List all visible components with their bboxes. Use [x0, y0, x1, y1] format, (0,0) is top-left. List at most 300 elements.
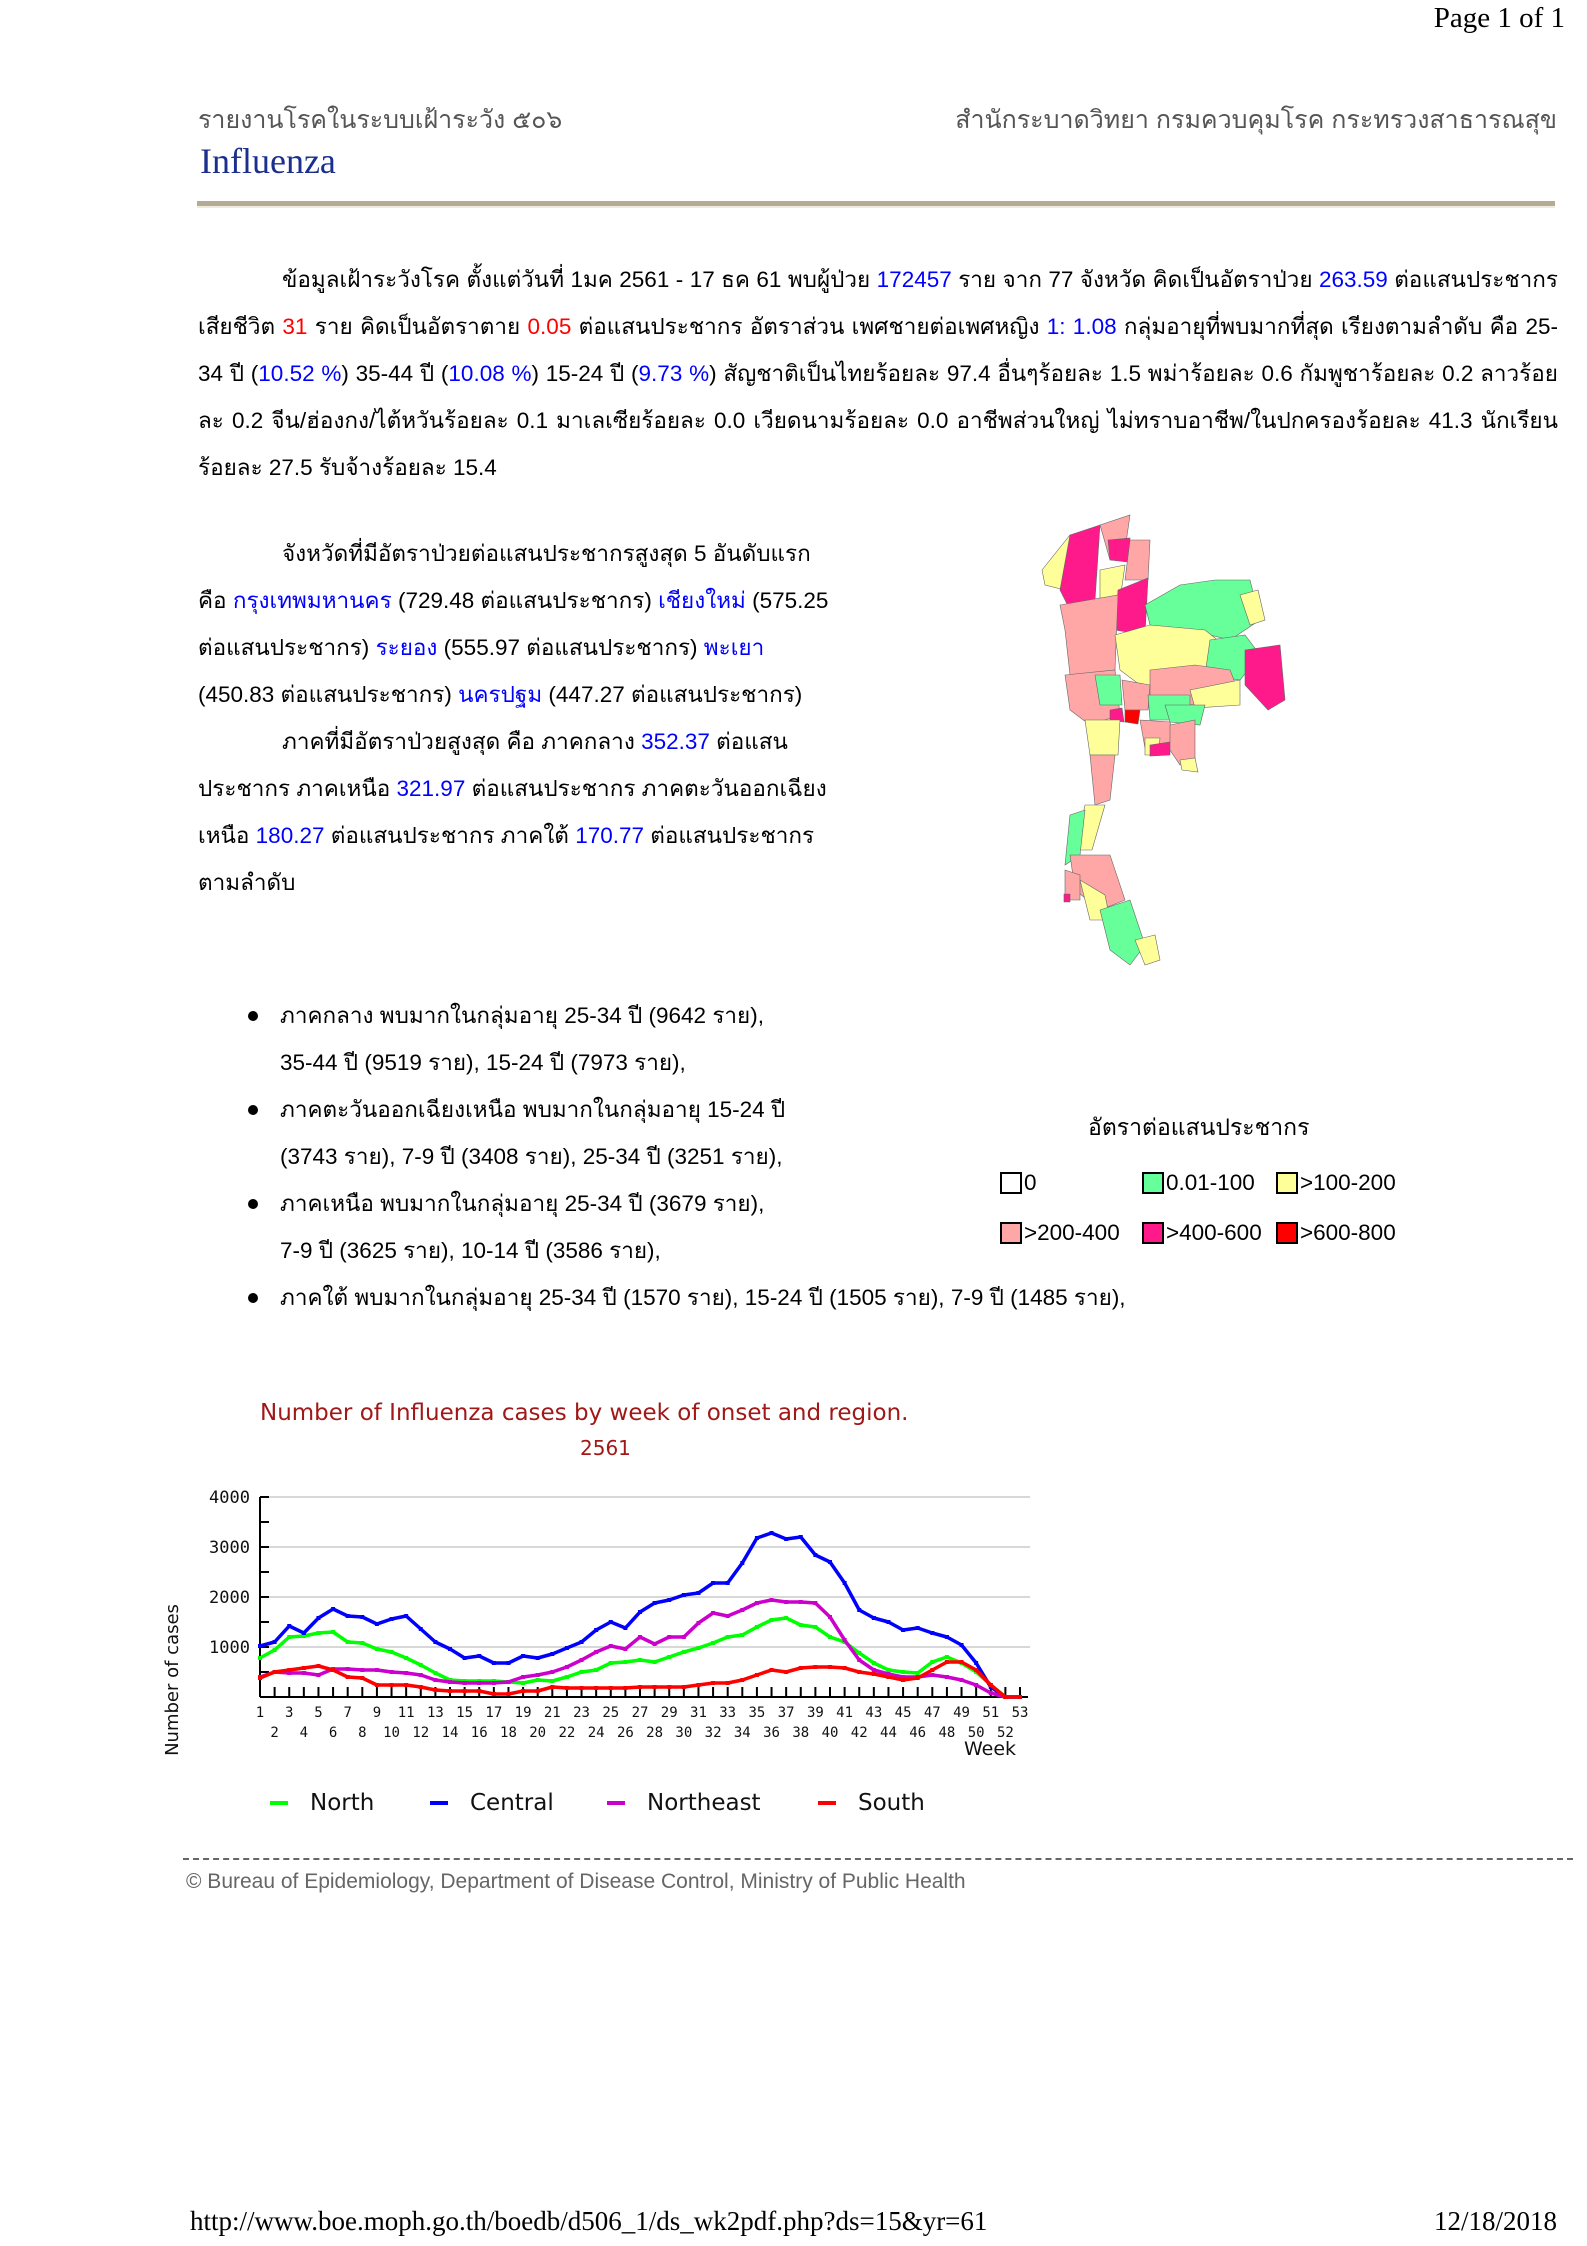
data-point-south [974, 1668, 978, 1672]
data-point-northeast [477, 1681, 481, 1685]
data-point-south [594, 1686, 598, 1690]
data-point-central [901, 1628, 905, 1632]
total-cases: 172457 [876, 267, 952, 292]
central-rate: 352.37 [641, 729, 710, 754]
north-rate: 321.97 [396, 776, 466, 801]
data-point-north [287, 1635, 291, 1639]
data-point-north [813, 1625, 817, 1629]
legend-south [818, 1790, 925, 1816]
data-point-south [404, 1683, 408, 1687]
data-point-central [448, 1647, 452, 1651]
data-point-south [813, 1665, 817, 1669]
data-point-south [346, 1675, 350, 1679]
data-point-northeast [623, 1647, 627, 1651]
data-point-south [755, 1673, 759, 1677]
data-point-north [273, 1648, 277, 1652]
morbidity-rate: 263.59 [1318, 267, 1388, 292]
data-point-south [740, 1678, 744, 1682]
data-point-northeast [653, 1642, 657, 1646]
data-point-north [360, 1641, 364, 1645]
x-tick-label: 20 [529, 1725, 547, 1741]
data-point-north [565, 1675, 569, 1679]
data-point-central [886, 1620, 890, 1624]
data-point-south [653, 1685, 657, 1689]
northeast-line-swatch [607, 1801, 625, 1805]
x-tick-label: 42 [850, 1725, 868, 1741]
data-point-north [755, 1625, 759, 1629]
data-point-south [828, 1665, 832, 1669]
x-tick-label: 24 [587, 1725, 605, 1741]
legend-label: >200-400 [1024, 1220, 1120, 1245]
data-point-northeast [770, 1598, 774, 1602]
data-point-south [360, 1676, 364, 1680]
data-point-north [638, 1658, 642, 1662]
x-axis-label: Week [963, 1738, 1017, 1760]
map-region [1245, 645, 1285, 710]
data-point-northeast [609, 1644, 613, 1648]
data-point-central [521, 1654, 525, 1658]
data-point-northeast [989, 1691, 993, 1695]
report-system-label: รายงานโรคในระบบเฝ้าระวัง ๕๐๖ [198, 106, 563, 134]
data-point-northeast [755, 1601, 759, 1605]
data-point-central [433, 1640, 437, 1644]
data-point-northeast [960, 1678, 964, 1682]
data-point-northeast [638, 1635, 642, 1639]
bullet-icon [248, 1199, 258, 1209]
data-point-central [477, 1654, 481, 1658]
data-point-central [755, 1536, 759, 1540]
data-point-northeast [843, 1638, 847, 1642]
x-tick-label: 45 [894, 1705, 912, 1721]
data-point-south [302, 1666, 306, 1670]
data-point-north [331, 1630, 335, 1634]
data-point-north [667, 1655, 671, 1659]
map-region [1180, 758, 1198, 772]
x-tick-label: 25 [602, 1705, 620, 1721]
data-point-south [463, 1689, 467, 1693]
data-point-central [258, 1644, 262, 1648]
map-region [1064, 894, 1070, 902]
data-point-northeast [433, 1678, 437, 1682]
data-point-north [916, 1671, 920, 1675]
x-tick-label: 14 [441, 1725, 459, 1741]
x-tick-label: 18 [500, 1725, 517, 1741]
summary-paragraph: ข้อมูลเฝ้าระวังโรค ตั้งแต่วันที่ 1มค 2561 - 17 ธค 61 พบผู้ป่วย 172457 ราย จาก 77 จังหวัด คิดเป็นอัตราป่วย 263.59 ต่อแสนประชากร เสียชีวิต 31 ราย คิดเป็นอัตราตาย 0.05 ต่อแสนประชากร อัตราส่วน เพศชายต่อเพศหญิง 1: 1.08 กลุ่มอายุที่พบมากที่สุด เรียงตามลำดับ คือ 25-34 ปี (10.52 %) 35-44 ปี (10.08 %) 15-24 ปี (9.73 %) สัญชาติเป็นไทยร้อยละ 97.4 อื่นๆร้อยละ 1.5 พม่าร้อยละ 0.6 กัมพูชาร้อยละ 0.2 ลาวร้อยละ 0.2 จีน/ฮ่องกง/ไต้หวันร้อยละ 0.1 มาเลเซียร้อยละ 0.0 เวียดนามร้อยละ 0.0 อาชีพส่วนใหญ่ ไม่ทราบอาชีพ/ในปกครองร้อยละ 41.3 นักเรียนร้อยละ 27.5 รับจ้างร้อยละ 15.4 [198, 267, 1559, 480]
x-tick-label: 29 [660, 1705, 678, 1721]
footer-divider [183, 1858, 1573, 1860]
page-title: Influenza [200, 141, 336, 181]
x-tick-label: 9 [372, 1705, 382, 1721]
data-point-northeast [375, 1668, 379, 1672]
central-line-swatch [430, 1801, 448, 1805]
x-tick-label: 38 [792, 1725, 810, 1741]
map-region [1085, 720, 1120, 755]
x-tick-label: 32 [704, 1725, 722, 1741]
data-point-south [945, 1660, 949, 1664]
y-tick-label: 2000 [209, 1588, 250, 1608]
data-point-south [273, 1670, 277, 1674]
legend-northeast [607, 1790, 761, 1816]
province-link[interactable]: ระยอง [375, 635, 438, 660]
list-item: ภาคเหนือ พบมากในกลุ่มอายุ 25-34 ปี (3679 ราย), 7-9 ปี (3625 ราย), 10-14 ปี (3586 ราย), [248, 1180, 980, 1274]
north-line-swatch [270, 1801, 288, 1805]
data-point-central [945, 1635, 949, 1639]
data-point-north [316, 1631, 320, 1635]
data-point-south [550, 1685, 554, 1689]
x-tick-label: 48 [938, 1725, 956, 1741]
legend-label: >600-800 [1300, 1220, 1396, 1245]
data-point-north [623, 1660, 627, 1664]
region-age-list [248, 992, 1380, 1321]
data-point-south [623, 1686, 627, 1690]
x-tick-label: 6 [328, 1725, 338, 1741]
data-point-north [872, 1661, 876, 1665]
x-tick-label: 7 [343, 1705, 352, 1721]
data-point-northeast [667, 1635, 671, 1639]
agency-label: สำนักระบาดวิทยา กรมควบคุมโรค กระทรวงสาธารณสุข [955, 106, 1557, 134]
data-point-north [433, 1671, 437, 1675]
data-point-central [287, 1624, 291, 1628]
data-point-central [594, 1628, 598, 1632]
data-point-central [623, 1626, 627, 1630]
data-point-south [989, 1683, 993, 1687]
age1-pct: 10.52 % [258, 361, 342, 386]
data-point-northeast [550, 1670, 554, 1674]
x-tick-label: 44 [880, 1725, 897, 1741]
data-point-northeast [536, 1673, 540, 1677]
age2-pct: 10.08 % [448, 361, 532, 386]
data-point-south [916, 1676, 920, 1680]
map-region [1122, 680, 1150, 710]
data-point-south [1018, 1695, 1022, 1699]
list-item: ภาคตะวันออกเฉียงเหนือ พบมากในกลุ่มอายุ 15-24 ปี (3743 ราย), 7-9 ปี (3408 ราย), 25-34 ปี (3251 ราย), [248, 1086, 980, 1180]
data-point-central [696, 1591, 700, 1595]
influenza-weekly-chart [160, 1480, 1060, 1785]
data-point-south [886, 1675, 890, 1679]
data-point-north [682, 1650, 686, 1654]
data-point-central [550, 1652, 554, 1656]
data-point-northeast [682, 1635, 686, 1639]
provinces-paragraph: จังหวัดที่มีอัตราป่วยต่อแสนประชากรสูงสุด 5 อันดับแรกคือ กรุงเทพมหานคร (729.48 ต่อแสนประชากร) เชียงใหม่ (575.25 ต่อแสนประชากร) ระยอง (555.97 ต่อแสนประชากร) พะเยา (450.83 ต่อแสนประชากร) นครปฐม (447.27 ต่อแสนประชากร) ภาคที่มีอัตราป่วยสูงสุด คือ ภาคกลาง 352.37 ต่อแสนประชากร ภาคเหนือ 321.97 ต่อแสนประชากร ภาคตะวันออกเฉียงเหนือ 180.27 ต่อแสนประชากร ภาคใต้ 170.77 ต่อแสนประชากรตามลำดับ [198, 541, 829, 895]
data-point-northeast [521, 1675, 525, 1679]
x-tick-label: 17 [485, 1705, 503, 1721]
bullet-icon [248, 1293, 258, 1303]
chart-title: Number of Influenza cases by week of onset and region. [260, 1400, 909, 1426]
data-point-north [390, 1650, 394, 1654]
data-point-south [930, 1668, 934, 1672]
chart-subtitle: 2561 [580, 1436, 631, 1460]
x-tick-label: 33 [719, 1705, 737, 1721]
data-point-central [390, 1617, 394, 1621]
data-point-central [638, 1610, 642, 1614]
data-point-northeast [580, 1658, 584, 1662]
map-region [1125, 710, 1140, 724]
x-tick-label: 22 [558, 1725, 576, 1741]
data-point-central [346, 1614, 350, 1618]
data-point-south [448, 1689, 452, 1693]
x-tick-label: 15 [456, 1705, 474, 1721]
data-point-central [726, 1581, 730, 1585]
data-point-northeast [974, 1683, 978, 1687]
sex-ratio: 1: 1.08 [1046, 314, 1117, 339]
age3-pct: 9.73 % [638, 361, 710, 386]
legend-label: 0 [1024, 1170, 1037, 1195]
data-point-south [857, 1670, 861, 1674]
data-point-central [463, 1656, 467, 1660]
data-point-south [580, 1686, 584, 1690]
data-point-central [580, 1640, 584, 1644]
legend-south-label: South [858, 1790, 925, 1816]
data-point-south [433, 1688, 437, 1692]
data-point-north [784, 1616, 788, 1620]
x-tick-label: 3 [285, 1705, 294, 1721]
data-point-north [770, 1618, 774, 1622]
x-tick-label: 31 [690, 1705, 707, 1721]
data-point-south [477, 1689, 481, 1693]
page-url: http://www.boe.moph.go.th/boedb/d506_1/ds_wk2pdf.php?ds=15&yr=61 [190, 2206, 988, 2236]
x-tick-label: 43 [865, 1705, 883, 1721]
data-point-northeast [346, 1667, 350, 1671]
data-point-south [696, 1683, 700, 1687]
map-region [1095, 675, 1122, 705]
page-number: Page 1 of 1 [1433, 2, 1565, 34]
y-tick-label: 3000 [209, 1538, 250, 1558]
x-tick-label: 39 [806, 1705, 824, 1721]
data-point-northeast [930, 1673, 934, 1677]
data-point-northeast [696, 1621, 700, 1625]
data-point-north [799, 1623, 803, 1627]
data-point-south [682, 1685, 686, 1689]
data-point-central [331, 1607, 335, 1611]
x-tick-label: 21 [543, 1705, 561, 1721]
data-point-north [594, 1668, 598, 1672]
data-point-north [696, 1646, 700, 1650]
x-tick-label: 4 [299, 1725, 309, 1741]
data-point-central [974, 1661, 978, 1665]
data-point-south [770, 1668, 774, 1672]
data-point-south [536, 1689, 540, 1693]
data-point-south [799, 1666, 803, 1670]
x-tick-label: 37 [777, 1705, 795, 1721]
x-tick-label: 2 [270, 1725, 279, 1741]
data-point-south [960, 1660, 964, 1664]
map-region [1108, 538, 1130, 562]
x-tick-label: 53 [1011, 1705, 1029, 1721]
data-point-central [653, 1601, 657, 1605]
x-tick-label: 51 [982, 1705, 1000, 1721]
data-point-central [273, 1640, 277, 1644]
data-point-northeast [857, 1658, 861, 1662]
data-point-central [784, 1537, 788, 1541]
data-point-south [667, 1685, 671, 1689]
data-point-north [404, 1656, 408, 1660]
data-point-north [346, 1640, 350, 1644]
x-tick-label: 8 [358, 1725, 367, 1741]
map-region [1100, 900, 1145, 965]
data-point-central [813, 1553, 817, 1557]
data-point-northeast [404, 1671, 408, 1675]
data-point-north [521, 1681, 525, 1685]
x-tick-label: 28 [646, 1725, 664, 1741]
data-point-central [667, 1598, 671, 1602]
x-tick-label: 13 [426, 1705, 444, 1721]
x-tick-label: 46 [909, 1725, 927, 1741]
y-tick-label: 4000 [209, 1488, 250, 1508]
data-point-central [799, 1535, 803, 1539]
data-point-central [857, 1608, 861, 1612]
x-tick-label: 47 [923, 1705, 941, 1721]
data-point-central [506, 1661, 510, 1665]
province-link[interactable]: กรุงเทพมหานคร [232, 588, 392, 613]
x-tick-label: 27 [631, 1705, 649, 1721]
data-point-north [609, 1661, 613, 1665]
bullet-icon [248, 1011, 258, 1021]
x-tick-label: 30 [675, 1725, 693, 1741]
data-point-northeast [302, 1671, 306, 1675]
data-point-northeast [419, 1673, 423, 1677]
data-point-south [726, 1681, 730, 1685]
data-point-central [770, 1531, 774, 1535]
x-tick-label: 40 [821, 1725, 839, 1741]
data-point-south [492, 1692, 496, 1696]
data-point-south [843, 1666, 847, 1670]
data-point-central [711, 1581, 715, 1585]
data-point-central [302, 1631, 306, 1635]
x-tick-label: 34 [733, 1725, 751, 1741]
data-point-south [258, 1676, 262, 1680]
map-region [1060, 525, 1100, 610]
thailand-choropleth-map [1030, 510, 1300, 980]
south-line-swatch [818, 1801, 836, 1805]
south-rate: 170.77 [575, 823, 645, 848]
data-point-central [740, 1561, 744, 1565]
legend-northeast-label: Northeast [647, 1790, 761, 1816]
data-point-north [857, 1651, 861, 1655]
legend-label: 0.01-100 [1166, 1170, 1255, 1195]
legend-label: >400-600 [1166, 1220, 1262, 1245]
data-point-south [331, 1668, 335, 1672]
data-point-northeast [565, 1665, 569, 1669]
data-point-north [580, 1670, 584, 1674]
data-point-central [843, 1581, 847, 1585]
data-point-north [375, 1647, 379, 1651]
x-tick-label: 19 [514, 1705, 532, 1721]
x-tick-label: 12 [412, 1725, 430, 1741]
y-tick-label: 1000 [209, 1638, 250, 1658]
x-tick-label: 49 [953, 1705, 970, 1721]
data-point-northeast [711, 1611, 715, 1615]
data-point-south [316, 1664, 320, 1668]
x-tick-label: 10 [383, 1725, 400, 1741]
chart-legend [270, 1790, 1070, 1822]
data-point-south [638, 1685, 642, 1689]
x-tick-label: 41 [836, 1705, 854, 1721]
data-point-central [682, 1593, 686, 1597]
list-item: ภาคใต้ พบมากในกลุ่มอายุ 25-34 ปี (1570 ราย), 15-24 ปี (1505 ราย), 7-9 ปี (1485 ราย), [248, 1274, 1380, 1321]
data-point-northeast [506, 1680, 510, 1684]
data-point-central [916, 1626, 920, 1630]
data-point-northeast [594, 1650, 598, 1654]
data-point-south [872, 1672, 876, 1676]
legend-label: >100-200 [1300, 1170, 1396, 1195]
data-point-south [419, 1685, 423, 1689]
data-point-north [886, 1668, 890, 1672]
data-point-south [287, 1668, 291, 1672]
data-point-central [316, 1616, 320, 1620]
data-point-south [390, 1683, 394, 1687]
map-region [1060, 595, 1118, 675]
data-point-south [784, 1670, 788, 1674]
data-point-central [492, 1661, 496, 1665]
data-point-north [653, 1660, 657, 1664]
data-point-central [565, 1646, 569, 1650]
x-tick-label: 5 [314, 1705, 323, 1721]
x-tick-label: 23 [573, 1705, 590, 1721]
data-point-north [945, 1655, 949, 1659]
data-point-north [258, 1656, 262, 1660]
data-point-central [536, 1656, 540, 1660]
data-point-northeast [813, 1601, 817, 1605]
data-point-north [550, 1679, 554, 1683]
legend-north-label: North [310, 1790, 375, 1816]
map-legend-title: อัตราต่อแสนประชากร [1088, 1114, 1310, 1140]
data-point-central [828, 1560, 832, 1564]
data-point-central [609, 1620, 613, 1624]
deaths: 31 [282, 314, 308, 339]
data-point-south [375, 1683, 379, 1687]
y-axis-label: Number of cases [162, 1604, 183, 1756]
data-point-north [930, 1660, 934, 1664]
x-tick-label: 11 [397, 1705, 415, 1721]
data-point-northeast [945, 1675, 949, 1679]
data-point-south [1003, 1695, 1007, 1699]
data-point-north [419, 1663, 423, 1667]
list-item: ภาคกลาง พบมากในกลุ่มอายุ 25-34 ปี (9642 ราย), 35-44 ปี (9519 ราย), 15-24 ปี (7973 ราย), [248, 992, 980, 1086]
province-link[interactable]: พะเยา [703, 635, 765, 660]
data-point-northeast [360, 1668, 364, 1672]
legend-central [430, 1790, 554, 1816]
data-point-northeast [463, 1681, 467, 1685]
data-point-central [404, 1614, 408, 1618]
province-link[interactable]: เชียงใหม่ [658, 588, 746, 613]
copyright-notice: © Bureau of Epidemiology, Department of Disease Control, Ministry of Public Health [186, 1870, 966, 1893]
legend-north [270, 1790, 374, 1816]
map-region [1135, 935, 1160, 965]
data-point-central [930, 1631, 934, 1635]
data-point-northeast [828, 1615, 832, 1619]
data-point-south [609, 1686, 613, 1690]
x-tick-label: 52 [996, 1725, 1014, 1741]
northeast-rate: 180.27 [255, 823, 325, 848]
data-point-north [740, 1633, 744, 1637]
x-tick-label: 50 [967, 1725, 985, 1741]
data-point-northeast [740, 1608, 744, 1612]
data-point-central [872, 1616, 876, 1620]
province-link[interactable]: นครปฐม [458, 682, 543, 707]
data-point-northeast [448, 1680, 452, 1684]
data-point-north [901, 1670, 905, 1674]
data-point-north [711, 1641, 715, 1645]
x-tick-label: 36 [763, 1725, 780, 1741]
data-point-north [828, 1635, 832, 1639]
header-divider [197, 201, 1555, 208]
data-point-south [711, 1681, 715, 1685]
data-point-central [419, 1627, 423, 1631]
data-point-central [360, 1615, 364, 1619]
bullet-icon [248, 1105, 258, 1115]
map-region [1090, 755, 1115, 805]
data-point-northeast [316, 1673, 320, 1677]
